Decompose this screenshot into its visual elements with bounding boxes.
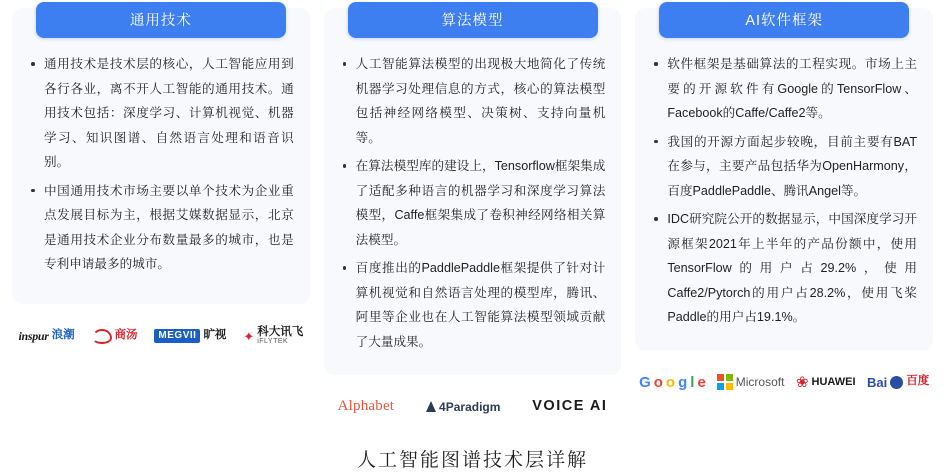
microsoft-logo: [717, 374, 784, 390]
iflytek-chinese-name: 科大讯飞: [257, 325, 304, 338]
inspur-wordmark: inspur: [18, 329, 49, 343]
list-item: 我国的开源方面起步较晚，目前主要有BAT在参与，主要产品包括华为OpenHarmony，百度PaddlePaddle、腾讯Angel等。: [665, 130, 917, 204]
card-title-algorithm-model: 算法模型: [347, 2, 597, 38]
megvii-logo: [154, 329, 226, 343]
triangle-icon: [426, 401, 436, 412]
baidu-chinese-name: 百度: [906, 375, 930, 388]
list-item: 软件框架是基础算法的工程实现。市场上主要的开源软件有Google的TensorFlow、Facebook的Caffe/Caffe2等。: [665, 52, 917, 126]
iflytek-english-name: iFLYTEK: [257, 338, 289, 346]
microsoft-squares-icon: [717, 374, 733, 390]
fourparadigm-logo: [426, 401, 500, 413]
google-letter-e: e: [697, 373, 706, 391]
iflytek-text-stack: [257, 327, 303, 346]
voiceai-logo: VOICE AI: [532, 398, 608, 415]
iflytek-logo: [243, 327, 303, 346]
logo-row-algorithm-model: [324, 385, 622, 429]
spark-icon: ✦: [243, 328, 255, 344]
list-item: 人工智能算法模型的出现极大地简化了传统机器学习处理信息的方式，核心的算法模型包括神经网络模型、决策树、支持向量机等。: [354, 52, 606, 150]
baidu-logo: [867, 376, 929, 389]
list-item: 在算法模型库的建设上，Tensorflow框架集成了适配多种语言的机器学习和深度学习算法模型，Caffe框架集成了卷积神经网络相关算法模型。: [354, 154, 606, 252]
inspur-logo: [18, 330, 74, 342]
bullet-list-algorithm-model: [338, 52, 608, 355]
columns-container: [12, 8, 933, 429]
sensetime-chinese-name: 商汤: [114, 329, 138, 342]
inspur-chinese-name: 浪潮: [51, 329, 75, 342]
column-ai-software-framework: [635, 8, 933, 404]
paw-icon: [890, 376, 903, 389]
bullet-list-general-technology: [26, 52, 296, 277]
huawei-logo: [796, 375, 856, 390]
microsoft-wordmark: Microsoft: [735, 375, 785, 390]
bullet-list-ai-software-framework: [649, 52, 919, 330]
column-general-technology: [12, 8, 310, 358]
megvii-wordmark: MEGVII: [154, 329, 200, 343]
google-letter-g2: g: [678, 373, 688, 391]
swirl-icon: [92, 329, 112, 344]
google-letter-o2: o: [665, 373, 676, 391]
logo-row-ai-software-framework: [635, 360, 933, 404]
card-ai-software-framework: [635, 8, 933, 350]
card-algorithm-model: [324, 8, 622, 375]
list-item: IDC研究院公开的数据显示，中国深度学习开源框架2021年上半年的产品份额中，使用TensorFlow的用户占29.2%，使用Caffe2/Pytorch的用户占28.2%，使用飞桨Paddle的用户占19.1%。: [665, 207, 917, 330]
card-general-technology: [12, 8, 310, 304]
card-title-general-technology: 通用技术: [36, 2, 286, 38]
list-item: 百度推出的PaddlePaddle框架提供了针对计算机视觉和自然语言处理的模型库，腾讯、阿里等企业也在人工智能算法模型领域贡献了大量成果。: [354, 256, 606, 354]
card-title-ai-software-framework: AI软件框架: [659, 2, 909, 38]
column-algorithm-model: [324, 8, 622, 429]
logo-row-general-technology: [12, 314, 310, 358]
google-letter-g1: G: [639, 373, 651, 391]
flower-icon: ❀: [795, 373, 809, 391]
list-item: 中国通用技术市场主要以单个技术为企业重点发展目标为主，根据艾媒数据显示，北京是通用技术企业分布数量最多的城市，也是专利申请最多的城市。: [42, 179, 294, 277]
google-letter-o1: o: [653, 373, 663, 391]
list-item: 通用技术是技术层的核心，人工智能应用到各行各业，离不开人工智能的通用技术。通用技术包括：深度学习、计算机视觉、机器学习、知识图谱、自然语言处理和语音识别。: [42, 52, 294, 175]
google-letter-l: l: [690, 373, 695, 391]
alphabet-logo: Alphabet: [337, 398, 395, 415]
fourparadigm-wordmark: 4Paradigm: [439, 399, 501, 414]
google-logo: [639, 375, 706, 390]
diagram-caption: 人工智能图谱技术层详解: [356, 449, 588, 471]
megvii-chinese-name: 旷视: [203, 329, 227, 342]
baidu-wordmark: Bai: [867, 374, 888, 390]
huawei-wordmark: HUAWEI: [811, 375, 856, 388]
sensetime-logo: [92, 329, 138, 344]
